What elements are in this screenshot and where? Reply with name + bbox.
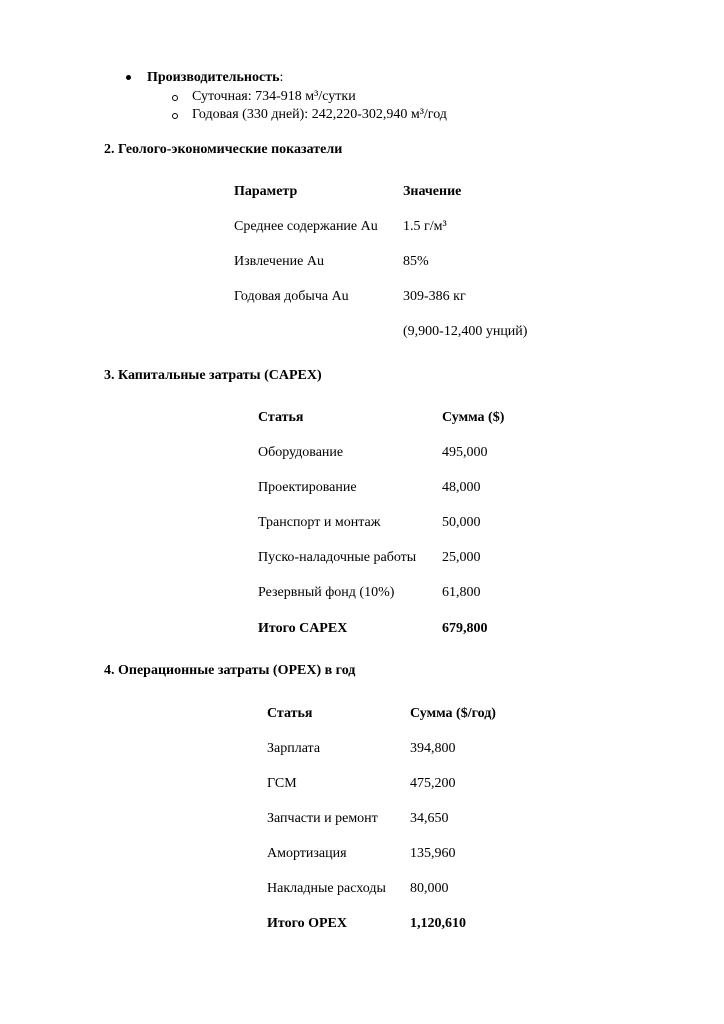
table-cell: 309-386 кг (403, 289, 466, 304)
table-cell: 34,650 (410, 811, 449, 826)
table-cell: Амортизация (267, 846, 347, 861)
productivity-daily: Суточная: 734-918 м³/сутки (192, 89, 356, 104)
table-cell: 61,800 (442, 585, 481, 600)
table-cell: 495,000 (442, 445, 488, 460)
table-cell: 80,000 (410, 881, 449, 896)
section-4-heading: 4. Операционные затраты (OPEX) в год (104, 663, 356, 678)
table-cell: Накладные расходы (267, 881, 386, 896)
table-cell: 50,000 (442, 515, 481, 530)
table-cell: 25,000 (442, 550, 481, 565)
section-3-heading: 3. Капитальные затраты (CAPEX) (104, 368, 322, 383)
table-header-sum: Сумма ($) (442, 410, 505, 425)
table-header-sum: Сумма ($/год) (410, 706, 496, 721)
table-cell: Резервный фонд (10%) (258, 585, 395, 600)
table-cell: Транспорт и монтаж (258, 515, 381, 530)
table-cell: 1.5 г/м³ (403, 219, 447, 234)
table-cell: (9,900-12,400 унций) (403, 324, 528, 339)
productivity-yearly: Годовая (330 дней): 242,220-302,940 м³/год (192, 107, 447, 122)
table-cell: Запчасти и ремонт (267, 811, 378, 826)
table-cell: Годовая добыча Au (234, 289, 349, 304)
table-cell: 48,000 (442, 480, 481, 495)
table-cell: ГСМ (267, 776, 297, 791)
section-2-heading: 2. Геолого-экономические показатели (104, 142, 343, 157)
table-cell: Среднее содержание Au (234, 219, 378, 234)
table-cell: Проектирование (258, 480, 357, 495)
table-header-item: Статья (267, 706, 313, 721)
table-header-value: Значение (403, 184, 462, 199)
table-total-value: 1,120,610 (410, 916, 466, 931)
sub-bullet-icon (172, 95, 178, 101)
table-cell: 475,200 (410, 776, 456, 791)
productivity-colon: : (279, 70, 284, 85)
table-cell: Пуско-наладочные работы (258, 550, 417, 565)
bullet-icon (126, 75, 131, 80)
table-cell: 135,960 (410, 846, 456, 861)
productivity-label: Производительность (147, 70, 280, 85)
sub-bullet-icon (172, 113, 178, 119)
productivity-item (147, 70, 283, 86)
table-header-param: Параметр (234, 184, 298, 199)
table-cell: 85% (403, 254, 429, 269)
table-total-label: Итого CAPEX (258, 621, 348, 636)
table-cell: 394,800 (410, 741, 456, 756)
table-cell: Зарплата (267, 741, 321, 756)
table-total-label: Итого OPEX (267, 916, 347, 931)
table-cell: Извлечение Au (234, 254, 324, 269)
table-cell: Оборудование (258, 445, 344, 460)
table-header-item: Статья (258, 410, 304, 425)
table-total-value: 679,800 (442, 621, 488, 636)
